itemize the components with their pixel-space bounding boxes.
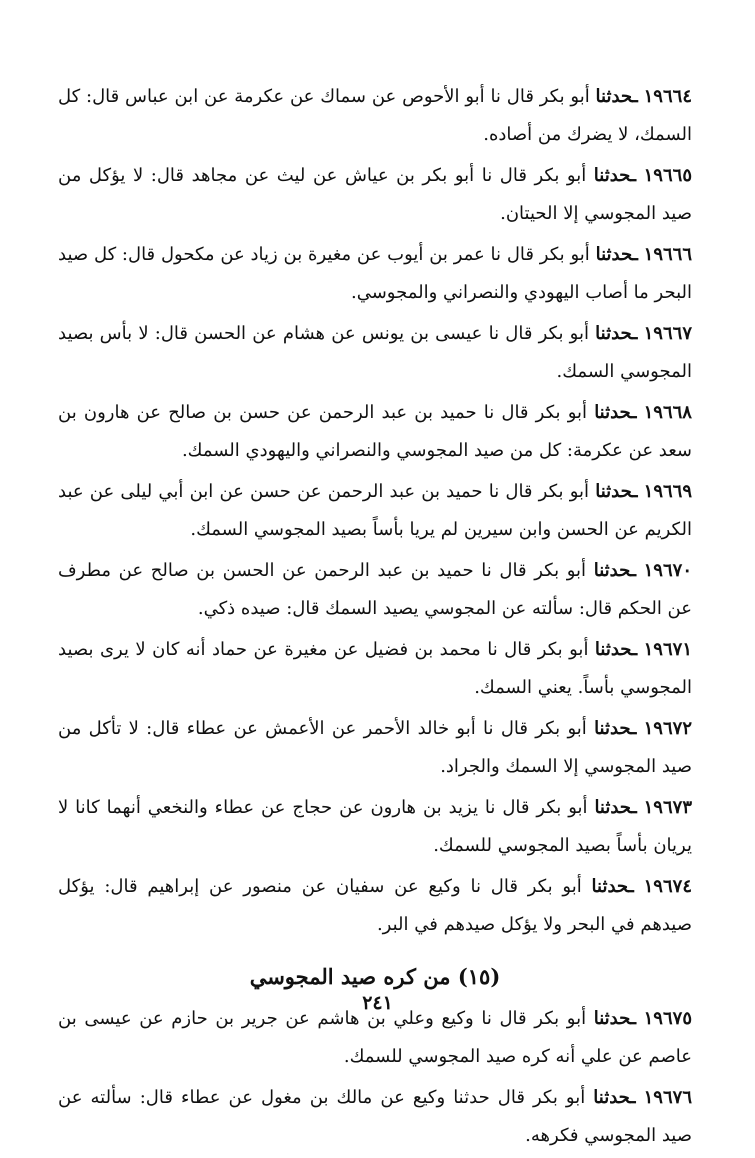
hadith-chain-word: حدثنا <box>595 481 633 502</box>
hadith-number: ١٩٦٧٦ <box>643 1087 692 1108</box>
hadith-separator: ـ <box>631 639 638 660</box>
page-number: ٢٤١ <box>362 992 393 1014</box>
hadith-entry <box>58 157 692 233</box>
hadith-entry <box>58 552 692 628</box>
hadith-number: ١٩٦٦٧ <box>643 323 692 344</box>
hadith-list-section-15 <box>58 1000 692 1155</box>
hadith-text: أبو بكر قال نا وكيع عن سفيان عن منصور عن إبراهيم قال: يؤكل صيدهم في البحر ولا يؤكل صيدهم في البر. <box>58 876 692 935</box>
hadith-chain-word: حدثنا <box>594 639 632 660</box>
hadith-chain-word: حدثنا <box>591 876 629 897</box>
hadith-number: ١٩٦٦٤ <box>643 86 692 107</box>
hadith-chain-word: حدثنا <box>593 165 631 186</box>
hadith-chain-word: حدثنا <box>594 402 632 423</box>
hadith-number: ١٩٦٦٦ <box>643 244 692 265</box>
hadith-separator: ـ <box>630 1087 636 1108</box>
hadith-chain-word: حدثنا <box>595 86 633 107</box>
hadith-number: ١٩٦٧٢ <box>643 718 692 739</box>
hadith-text: أبو بكر قال نا وكيع وعلي بن هاشم عن جرير بن حازم عن عيسى بن عاصم عن علي أنه كره صيد المجوسي للسمك. <box>58 1008 692 1067</box>
hadith-number: ١٩٦٧١ <box>643 639 692 660</box>
hadith-text: أبو بكر قال نا يزيد بن هارون عن حجاج عن عطاء والنخعي أنهما كانا لا يريان بأساً بصيد المجوسي للسمك. <box>58 797 692 856</box>
hadith-list <box>58 78 692 944</box>
hadith-chain-word: حدثنا <box>593 560 631 581</box>
hadith-entry <box>58 710 692 786</box>
hadith-text: أبو بكر قال نا عيسى بن يونس عن هشام عن الحسن قال: لا بأس بصيد المجوسي السمك. <box>58 323 692 382</box>
hadith-separator: ـ <box>632 86 638 107</box>
hadith-separator: ـ <box>631 797 637 818</box>
hadith-number: ١٩٦٧٠ <box>643 560 692 581</box>
hadith-number: ١٩٦٧٤ <box>643 876 692 897</box>
hadith-text: أبو بكر قال نا عمر بن أيوب عن مغيرة بن زياد عن مكحول قال: كل صيد البحر ما أصاب اليهودي والنصراني والمجوسي. <box>58 244 692 303</box>
hadith-entry <box>58 631 692 707</box>
hadith-chain-word: حدثنا <box>594 718 632 739</box>
hadith-entry <box>58 789 692 865</box>
hadith-entry <box>58 1079 692 1155</box>
hadith-separator: ـ <box>630 165 637 186</box>
hadith-text: أبو بكر قال نا أبو بكر بن عياش عن ليث عن مجاهد قال: لا يؤكل من صيد المجوسي إلا الحيتان. <box>58 165 692 224</box>
hadith-separator: ـ <box>631 402 637 423</box>
hadith-entry <box>58 394 692 470</box>
hadith-chain-word: حدثنا <box>593 1087 631 1108</box>
hadith-text: أبو بكر قال نا محمد بن فضيل عن مغيرة عن حماد أنه كان لا يرى بصيد المجوسي بأساً. يعني السمك. <box>58 639 692 698</box>
hadith-separator: ـ <box>632 244 638 265</box>
hadith-chain-word: حدثنا <box>593 1008 631 1029</box>
hadith-entry <box>58 315 692 391</box>
section-heading: (١٥) من كره صيد المجوسي <box>249 964 501 989</box>
hadith-number: ١٩٦٦٩ <box>643 481 693 502</box>
hadith-separator: ـ <box>630 1008 636 1029</box>
hadith-separator: ـ <box>628 876 634 897</box>
hadith-text: أبو بكر قال نا حميد بن عبد الرحمن عن الحسن بن صالح عن مطرف عن الحكم قال: سألته عن المجوسي يصيد السمك قال: صيده ذكي. <box>58 560 692 619</box>
hadith-number: ١٩٦٦٥ <box>643 165 692 186</box>
hadith-separator: ـ <box>631 718 637 739</box>
hadith-separator: ـ <box>632 481 638 502</box>
hadith-entry <box>58 868 692 944</box>
hadith-entry <box>58 473 692 549</box>
hadith-separator: ـ <box>630 560 636 581</box>
hadith-entry <box>58 236 692 312</box>
hadith-text: أبو بكر قال نا حميد بن عبد الرحمن عن حسن عن ابن أبي ليلى عن عبد الكريم عن الحسن وابن سيرين لم يريا بأساً بصيد المجوسي السمك. <box>58 481 692 540</box>
hadith-chain-word: حدثنا <box>595 244 633 265</box>
hadith-text: أبو بكر قال نا أبو الأحوص عن سماك عن عكرمة عن ابن عباس قال: كل السمك، لا يضرك من أصاده. <box>58 86 692 145</box>
hadith-entry <box>58 78 692 154</box>
hadith-chain-word: حدثنا <box>595 323 633 344</box>
hadith-number: ١٩٦٦٨ <box>643 402 692 423</box>
hadith-separator: ـ <box>632 323 638 344</box>
hadith-text: أبو بكر قال نا حميد بن عبد الرحمن عن حسن بن صالح عن هارون بن سعد عن عكرمة: كل من صيد المجوسي والنصراني واليهودي السمك. <box>58 402 692 461</box>
hadith-text: أبو بكر قال نا أبو خالد الأحمر عن الأعمش عن عطاء قال: لا تأكل من صيد المجوسي إلا السمك والجراد. <box>58 718 692 777</box>
hadith-chain-word: حدثنا <box>594 797 632 818</box>
hadith-number: ١٩٦٧٣ <box>643 797 692 818</box>
hadith-text: أبو بكر قال حدثنا وكيع عن مالك بن مغول عن عطاء قال: سألته عن صيد المجوسي فكرهه. <box>58 1087 692 1146</box>
hadith-number: ١٩٦٧٥ <box>643 1008 692 1029</box>
